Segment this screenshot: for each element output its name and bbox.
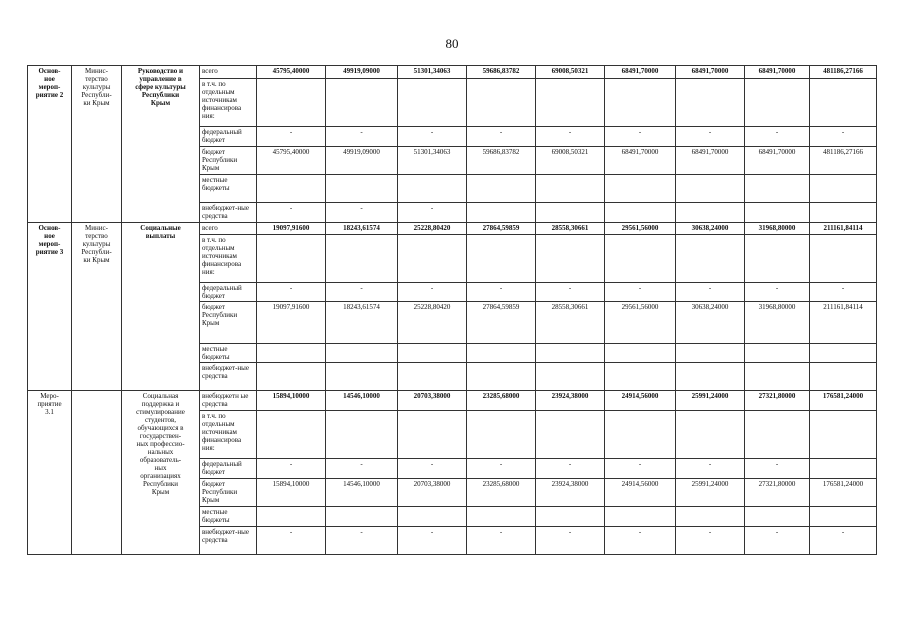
amount-cell: - [605, 459, 676, 479]
amount-cell [398, 235, 467, 283]
amount-cell [326, 235, 398, 283]
table-row [28, 66, 877, 79]
amount-cell [398, 175, 467, 203]
amount-cell: 18243,61574 [326, 302, 398, 344]
amount-cell: 15894,10000 [257, 479, 326, 507]
amount-cell: 29561,56000 [605, 302, 676, 344]
amount-cell: 27321,80000 [745, 479, 810, 507]
funding-source-label: в т.ч. по отдельным источникам финансирова ния: [200, 235, 257, 283]
amount-cell [536, 235, 605, 283]
amount-cell [536, 363, 605, 391]
amount-cell: - [398, 283, 467, 302]
activity-name: Меро- приятие 3.1 [28, 391, 72, 555]
amount-cell [326, 363, 398, 391]
amount-cell: 59686,83782 [467, 66, 536, 79]
funding-source-label: федеральный бюджет [200, 127, 257, 147]
funding-source-label: внебюджетн ые средства [200, 391, 257, 411]
amount-cell: 30638,24000 [676, 223, 745, 235]
amount-cell: 20703,38000 [398, 391, 467, 411]
amount-cell: 69008,50321 [536, 66, 605, 79]
amount-cell [745, 203, 810, 223]
amount-cell [676, 363, 745, 391]
amount-cell: - [536, 527, 605, 555]
amount-cell [467, 363, 536, 391]
amount-cell [676, 411, 745, 459]
table-body [28, 66, 877, 555]
funding-source-label: всего [200, 66, 257, 79]
amount-cell [810, 363, 877, 391]
amount-cell [745, 344, 810, 363]
amount-cell [810, 459, 877, 479]
funding-source-label: в т.ч. по отдельным источникам финансирова ния: [200, 411, 257, 459]
amount-cell [398, 507, 467, 527]
amount-cell: 18243,61574 [326, 223, 398, 235]
amount-cell: 25991,24000 [676, 391, 745, 411]
table-row [28, 223, 877, 235]
amount-cell: - [467, 127, 536, 147]
amount-cell [536, 344, 605, 363]
amount-cell [257, 175, 326, 203]
amount-cell [257, 344, 326, 363]
funding-source-label: внебюджет-ные средства [200, 527, 257, 555]
amount-cell: 176581,24000 [810, 391, 877, 411]
amount-cell: - [257, 127, 326, 147]
amount-cell: - [326, 283, 398, 302]
amount-cell: - [326, 527, 398, 555]
amount-cell: 27864,59859 [467, 302, 536, 344]
amount-cell: 49919,09000 [326, 66, 398, 79]
funding-source-label: федеральный бюджет [200, 283, 257, 302]
amount-cell: - [398, 127, 467, 147]
amount-cell: 49919,09000 [326, 147, 398, 175]
amount-cell [398, 411, 467, 459]
amount-cell [536, 411, 605, 459]
budget-table [27, 65, 877, 555]
amount-cell [676, 507, 745, 527]
amount-cell [467, 235, 536, 283]
amount-cell: 45795,40000 [257, 66, 326, 79]
amount-cell: 68491,70000 [745, 66, 810, 79]
amount-cell: 27321,80000 [745, 391, 810, 411]
amount-cell: 23924,38000 [536, 479, 605, 507]
amount-cell [810, 79, 877, 127]
amount-cell [745, 175, 810, 203]
activity-name: Основ- ное мероп- риятие 3 [28, 223, 72, 391]
amount-cell [676, 175, 745, 203]
amount-cell: - [745, 127, 810, 147]
amount-cell: 27864,59859 [467, 223, 536, 235]
amount-cell [257, 235, 326, 283]
amount-cell: 68491,70000 [605, 147, 676, 175]
funding-source-label: федеральный бюджет [200, 459, 257, 479]
amount-cell: 29561,56000 [605, 223, 676, 235]
funding-source-label: бюджет Республики Крым [200, 147, 257, 175]
amount-cell [676, 203, 745, 223]
amount-cell: 20703,38000 [398, 479, 467, 507]
activity-name: Основ- ное мероп- риятие 2 [28, 66, 72, 223]
amount-cell [745, 411, 810, 459]
amount-cell [676, 235, 745, 283]
amount-cell: - [398, 527, 467, 555]
amount-cell: - [398, 459, 467, 479]
amount-cell: 51301,34063 [398, 147, 467, 175]
executor: Минис- терство культуры Республи- ки Крым [72, 223, 122, 391]
amount-cell [605, 203, 676, 223]
activity-title: Социальная поддержка и стимулирование студентов, обучающихся в государствен- ных профессио- нальных образователь- ных организациях Республики Крым [122, 391, 200, 555]
amount-cell: 14546,10000 [326, 479, 398, 507]
amount-cell: 14546,10000 [326, 391, 398, 411]
amount-cell [536, 175, 605, 203]
amount-cell: 25228,80420 [398, 223, 467, 235]
amount-cell [326, 175, 398, 203]
amount-cell: - [605, 527, 676, 555]
amount-cell: - [676, 527, 745, 555]
amount-cell: 68491,70000 [676, 66, 745, 79]
amount-cell: 481186,27166 [810, 66, 877, 79]
amount-cell [605, 175, 676, 203]
amount-cell: - [326, 203, 398, 223]
amount-cell: 59686,83782 [467, 147, 536, 175]
amount-cell: - [257, 283, 326, 302]
amount-cell [605, 344, 676, 363]
amount-cell: 31968,80000 [745, 223, 810, 235]
activity-title: Руководство и управление в сфере культуры Республики Крым [122, 66, 200, 223]
amount-cell: - [745, 283, 810, 302]
amount-cell [745, 363, 810, 391]
funding-source-label: внебюджет-ные средства [200, 363, 257, 391]
amount-cell: - [745, 527, 810, 555]
amount-cell [398, 363, 467, 391]
amount-cell: 45795,40000 [257, 147, 326, 175]
amount-cell: 23285,68000 [467, 479, 536, 507]
amount-cell: - [810, 527, 877, 555]
amount-cell: 69008,50321 [536, 147, 605, 175]
funding-source-label: бюджет Республики Крым [200, 302, 257, 344]
funding-source-label: всего [200, 223, 257, 235]
amount-cell: 25228,80420 [398, 302, 467, 344]
amount-cell [398, 344, 467, 363]
amount-cell: - [467, 527, 536, 555]
amount-cell [536, 79, 605, 127]
amount-cell: - [676, 459, 745, 479]
amount-cell [398, 79, 467, 127]
amount-cell [467, 344, 536, 363]
amount-cell [467, 79, 536, 127]
amount-cell: 19097,91600 [257, 223, 326, 235]
amount-cell: 28558,30661 [536, 302, 605, 344]
amount-cell: - [257, 527, 326, 555]
amount-cell: 31968,80000 [745, 302, 810, 344]
amount-cell [536, 507, 605, 527]
amount-cell [326, 344, 398, 363]
activity-title: Социальные выплаты [122, 223, 200, 391]
amount-cell: - [810, 127, 877, 147]
amount-cell: 23924,38000 [536, 391, 605, 411]
executor [72, 391, 122, 555]
funding-source-label: в т.ч. по отдельным источникам финансирова ния: [200, 79, 257, 127]
amount-cell [326, 79, 398, 127]
amount-cell: - [536, 283, 605, 302]
amount-cell: - [536, 459, 605, 479]
amount-cell: 68491,70000 [676, 147, 745, 175]
amount-cell: 68491,70000 [605, 66, 676, 79]
amount-cell: 176581,24000 [810, 479, 877, 507]
amount-cell [605, 411, 676, 459]
amount-cell [676, 79, 745, 127]
amount-cell: - [326, 459, 398, 479]
amount-cell [810, 235, 877, 283]
amount-cell [257, 363, 326, 391]
amount-cell: 15894,10000 [257, 391, 326, 411]
amount-cell: 23285,68000 [467, 391, 536, 411]
amount-cell [326, 411, 398, 459]
amount-cell: - [810, 283, 877, 302]
page-number: 80 [445, 36, 459, 51]
amount-cell: - [745, 459, 810, 479]
amount-cell: 211161,84114 [810, 223, 877, 235]
amount-cell [467, 411, 536, 459]
amount-cell [605, 507, 676, 527]
amount-cell [467, 203, 536, 223]
amount-cell: 24914,56000 [605, 479, 676, 507]
funding-source-label: местные бюджеты [200, 344, 257, 363]
amount-cell [467, 507, 536, 527]
amount-cell: - [398, 203, 467, 223]
amount-cell: 51301,34063 [398, 66, 467, 79]
amount-cell: - [676, 283, 745, 302]
amount-cell: - [605, 283, 676, 302]
amount-cell: 28558,30661 [536, 223, 605, 235]
amount-cell [257, 411, 326, 459]
funding-source-label: внебюджет-ные средства [200, 203, 257, 223]
amount-cell: 19097,91600 [257, 302, 326, 344]
amount-cell: - [467, 459, 536, 479]
amount-cell: - [257, 203, 326, 223]
amount-cell [810, 507, 877, 527]
amount-cell [467, 175, 536, 203]
amount-cell [810, 411, 877, 459]
amount-cell: - [467, 283, 536, 302]
amount-cell [810, 175, 877, 203]
amount-cell: - [326, 127, 398, 147]
amount-cell: 68491,70000 [745, 147, 810, 175]
amount-cell [810, 344, 877, 363]
funding-source-label: местные бюджеты [200, 507, 257, 527]
table-row [28, 391, 877, 411]
executor: Минис- терство культуры Республи- ки Крым [72, 66, 122, 223]
amount-cell: - [536, 127, 605, 147]
amount-cell [605, 79, 676, 127]
amount-cell [257, 79, 326, 127]
amount-cell: 25991,24000 [676, 479, 745, 507]
amount-cell: - [605, 127, 676, 147]
amount-cell [605, 363, 676, 391]
amount-cell: 481186,27166 [810, 147, 877, 175]
amount-cell [536, 203, 605, 223]
amount-cell [326, 507, 398, 527]
funding-source-label: бюджет Республики Крым [200, 479, 257, 507]
amount-cell: 211161,84114 [810, 302, 877, 344]
amount-cell [605, 235, 676, 283]
amount-cell: - [676, 127, 745, 147]
amount-cell: - [257, 459, 326, 479]
amount-cell [257, 507, 326, 527]
funding-source-label: местные бюджеты [200, 175, 257, 203]
amount-cell: 30638,24000 [676, 302, 745, 344]
amount-cell: 24914,56000 [605, 391, 676, 411]
amount-cell [745, 79, 810, 127]
amount-cell [676, 344, 745, 363]
amount-cell [810, 203, 877, 223]
amount-cell [745, 235, 810, 283]
amount-cell [745, 507, 810, 527]
